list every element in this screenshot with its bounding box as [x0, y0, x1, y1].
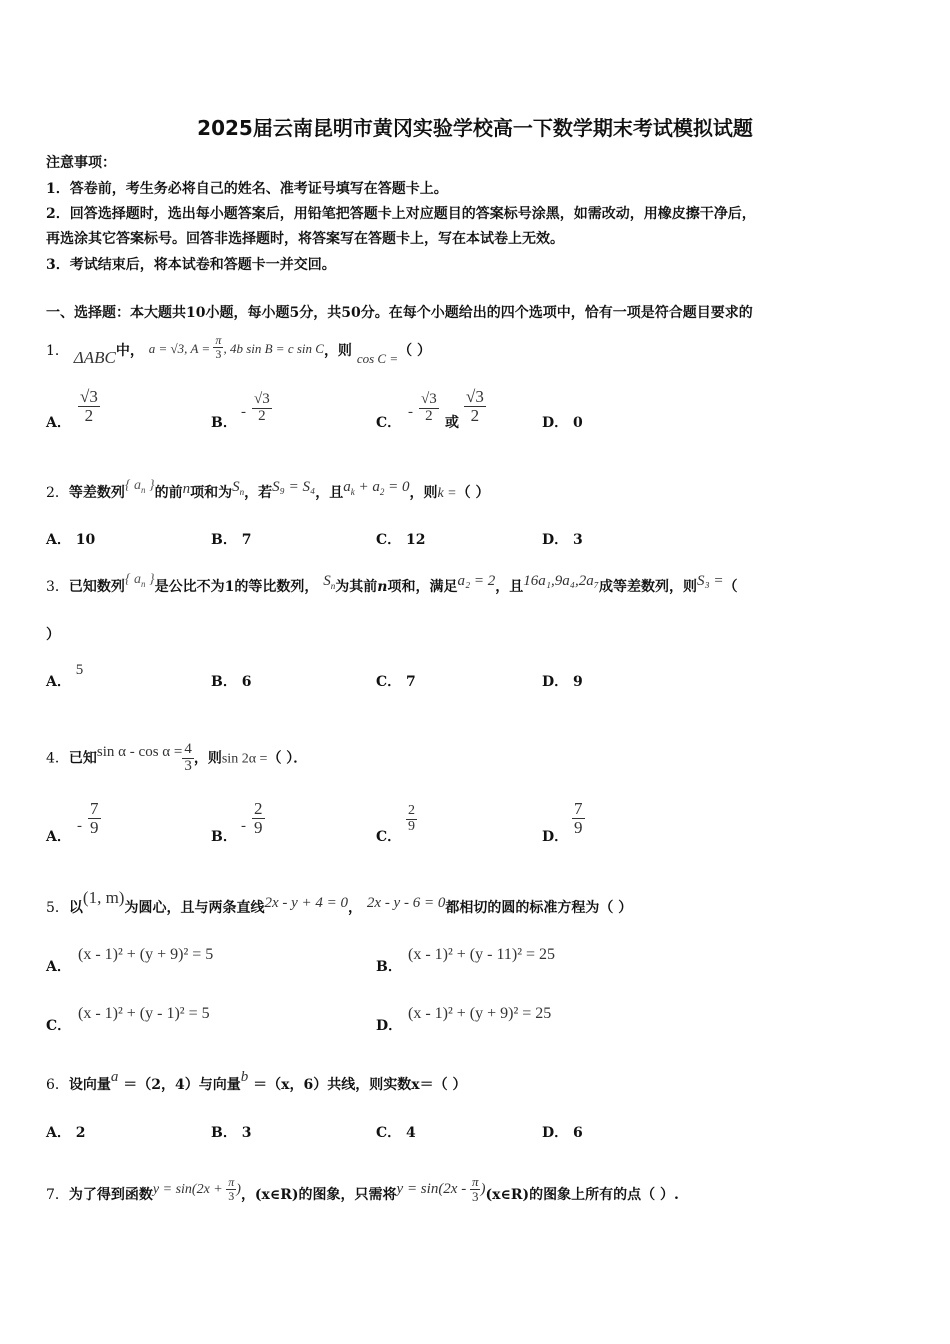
option-b[interactable] [211, 826, 237, 846]
option-label: C． [376, 415, 402, 431]
sequence-close: } [145, 478, 155, 493]
subscript: n [239, 487, 245, 497]
option-value: 12 [406, 532, 426, 548]
option-value: 10 [75, 532, 96, 548]
option-b[interactable] [376, 956, 402, 976]
text: 项和为 [190, 485, 233, 501]
var-s: S [232, 479, 240, 495]
option-c[interactable] [376, 1122, 416, 1142]
option-label: C． [376, 674, 402, 690]
text: 中， [115, 343, 144, 360]
text: ＝（2，4）与向量 [123, 1077, 241, 1093]
option-b-value [252, 392, 272, 425]
equation: = 0 [384, 479, 410, 495]
option-value: 7 [406, 674, 416, 690]
option-c[interactable] [376, 671, 416, 691]
question-5 [46, 888, 633, 917]
var-n: n [182, 481, 191, 497]
denominator: 9 [254, 817, 263, 837]
option-label: D． [542, 829, 569, 845]
minus-sign: - [408, 404, 413, 420]
sequence: { a [124, 572, 142, 587]
option-d[interactable] [376, 1015, 402, 1035]
option-c[interactable] [376, 826, 401, 846]
denominator: 3 [184, 757, 192, 774]
text: (x∈R)的图象上所有的点（ ）. [485, 1187, 679, 1204]
numerator: 2 [254, 799, 263, 818]
text: ，则 [323, 343, 352, 360]
option-label: B． [211, 829, 237, 845]
text: 是公比不为1的等比数列， [154, 579, 319, 595]
answer-paren: （ ） [398, 343, 431, 360]
note-item: 1．答卷前，考生务必将自己的姓名、准考证号填写在答题卡上。 [46, 181, 448, 197]
triangle-label: ΔABC [73, 348, 116, 368]
numerator: π [215, 333, 222, 347]
denominator: 2 [425, 407, 433, 424]
option-label: B． [211, 532, 237, 548]
question-3-cont [46, 624, 60, 644]
question-number: 3． [46, 579, 69, 595]
answer-paren: （ [723, 579, 738, 595]
denominator: 2 [470, 405, 480, 425]
text: ，则 [193, 750, 222, 767]
numerator: √3 [80, 387, 98, 406]
equation: S₃ = [696, 573, 724, 589]
line-equation: 2x - y - 6 = 0 [366, 895, 446, 911]
expression: sin 2α = [221, 751, 268, 767]
numerator: 7 [574, 799, 583, 818]
option-c[interactable] [46, 1015, 71, 1035]
option-d[interactable] [542, 1122, 583, 1142]
denominator: 9 [90, 817, 99, 837]
text: 为其前 [335, 579, 378, 595]
denominator: 3 [215, 346, 222, 361]
equation: a [343, 479, 351, 495]
option-a[interactable] [46, 1122, 86, 1142]
center-point: (1, m) [82, 888, 125, 907]
numerator: √3 [254, 391, 270, 407]
sequence: { a [124, 478, 142, 493]
question-1 [46, 333, 431, 368]
text: 等差数列 [68, 485, 125, 501]
question-7 [46, 1174, 679, 1209]
note-item: 3．考试结束后，将本试卷和答题卡一并交回。 [46, 257, 336, 273]
text: 已知 [68, 750, 97, 767]
line-equation: 2x - y + 4 = 0 [264, 895, 349, 911]
option-value: 4 [406, 1125, 416, 1141]
option-d[interactable] [542, 671, 583, 691]
question-number: 2． [46, 485, 69, 501]
option-d[interactable] [542, 529, 583, 549]
numerator: π [471, 1174, 479, 1189]
text: 以 [68, 900, 83, 916]
subscript: k [350, 487, 355, 497]
text: （ ）． [267, 750, 308, 767]
numerator: π [228, 1175, 235, 1190]
option-b-value [252, 800, 265, 837]
option-c-value-2 [464, 388, 486, 425]
option-value: 6 [241, 674, 252, 690]
numerator: √3 [421, 391, 437, 407]
paren-close: ) [480, 1181, 486, 1198]
text: ，若 [244, 485, 273, 501]
option-label: B． [376, 959, 402, 975]
text: ，且 [495, 579, 524, 595]
subscript: n [141, 578, 146, 589]
var-s: S [323, 573, 331, 589]
text: ， [348, 900, 363, 916]
option-label: C． [376, 1125, 402, 1141]
var-n: n [377, 579, 388, 595]
option-a-value [78, 388, 100, 425]
text: 设向量 [68, 1077, 111, 1093]
vector-a: a [110, 1069, 119, 1085]
condition: , 4b sin B = c sin C [223, 341, 324, 357]
denominator: 2 [84, 405, 94, 425]
denominator: 9 [408, 818, 415, 834]
option-b[interactable] [211, 671, 251, 691]
option-label: A． [46, 532, 71, 548]
option-c-value [406, 804, 417, 834]
function-expression: y = sin(2x + [152, 1182, 227, 1198]
paren-close: ) [236, 1182, 241, 1198]
option-b[interactable] [211, 1122, 251, 1142]
question-number: 5． [46, 900, 69, 916]
option-d-value: (x - 1)² + (y + 9)² = 25 [408, 1005, 552, 1022]
numerator: 7 [90, 799, 99, 818]
question-number: 4． [46, 750, 69, 767]
text: 的前 [154, 485, 183, 501]
question-number: 6． [46, 1077, 69, 1093]
text: ＝（x，6）共线，则实数x＝（ ） [253, 1077, 467, 1093]
option-value: 2 [75, 1125, 86, 1141]
question-4 [46, 742, 307, 775]
function-expression: y = sin(2x - [396, 1181, 470, 1198]
question-number: 1． [46, 343, 69, 360]
option-label: C． [376, 829, 402, 845]
or-text: 或 [445, 415, 459, 431]
option-b-value: (x - 1)² + (y - 11)² = 25 [408, 946, 556, 963]
option-label: B． [211, 1125, 237, 1141]
denominator: 3 [228, 1188, 235, 1203]
page-title: 2025届云南昆明市黄冈实验学校高一下数学期末考试模拟试题 [197, 116, 753, 140]
denominator: 2 [258, 407, 266, 424]
text: 都相切的圆的标准方程为（ ） [445, 900, 633, 916]
var-k: k = [437, 486, 457, 501]
option-label: A． [46, 415, 71, 431]
option-label: A． [46, 829, 71, 845]
subscript: n [330, 581, 336, 591]
option-label: B． [211, 674, 237, 690]
equation: 16a₁,9a₄,2a₇ [523, 573, 599, 589]
question-2 [46, 478, 490, 503]
text: 为圆心，且与两条直线 [124, 900, 265, 916]
option-a[interactable] [46, 662, 84, 691]
cos-expression: cos C = [356, 351, 399, 367]
option-label: C． [46, 1018, 72, 1034]
answer-paren: （ ） [456, 485, 490, 501]
denominator: 3 [471, 1188, 479, 1204]
condition: a = √3, A = [148, 341, 214, 357]
text: ，则 [409, 485, 438, 501]
option-value: 3 [241, 1125, 252, 1141]
option-a[interactable] [46, 529, 95, 549]
option-label: A． [46, 1125, 71, 1141]
fraction [226, 1176, 236, 1202]
option-c[interactable] [376, 529, 426, 549]
text: 为了得到函数 [68, 1187, 153, 1204]
option-label: A． [46, 674, 71, 690]
minus-sign: - [241, 818, 246, 834]
expression: sin α - cos α = [96, 744, 183, 761]
option-value: 0 [573, 415, 583, 431]
option-a[interactable] [46, 412, 71, 432]
option-a[interactable] [46, 956, 71, 976]
option-a-value [88, 800, 101, 837]
equation: + a [354, 479, 380, 495]
option-label: C． [376, 532, 402, 548]
option-label: A． [46, 959, 71, 975]
option-value: 7 [241, 532, 252, 548]
option-a-value: (x - 1)² + (y + 9)² = 5 [78, 946, 214, 963]
option-a[interactable] [46, 826, 71, 846]
option-value: 9 [573, 674, 583, 690]
question-6 [46, 1069, 467, 1094]
text: 成等差数列，则 [598, 579, 697, 595]
option-c-value-1 [419, 392, 439, 425]
note-item: 再选涂其它答案标号。回答非选择题时，将答案写在答题卡上，写在本试卷上无效。 [46, 231, 564, 247]
question-3 [46, 572, 738, 597]
option-value: 3 [573, 532, 583, 548]
denominator: 9 [574, 817, 583, 837]
fraction [182, 742, 194, 775]
notes-heading: 注意事项： [46, 155, 116, 171]
fraction [470, 1175, 481, 1203]
numerator: √3 [466, 387, 484, 406]
answer-paren: ） [46, 627, 60, 643]
section-heading: 一、选择题：本大题共10小题，每小题5分，共50分。在每个小题给出的四个选项中，恰有一项是符合题目要求的 [46, 305, 753, 321]
option-d-value [572, 800, 585, 837]
option-label: D． [542, 1125, 569, 1141]
numerator: 2 [408, 803, 415, 818]
minus-sign: - [241, 404, 246, 420]
fraction [213, 334, 223, 360]
option-d[interactable] [542, 412, 583, 432]
text: ，(x∈R)的图象，只需将 [240, 1187, 397, 1204]
option-value: 5 [75, 662, 84, 678]
option-d[interactable] [542, 826, 568, 846]
option-label: D． [542, 415, 569, 431]
vector-b: b [240, 1069, 249, 1085]
numerator: 4 [184, 741, 192, 757]
minus-sign: - [77, 818, 82, 834]
option-value: 6 [573, 1125, 583, 1141]
option-c[interactable] [376, 412, 401, 432]
option-label: D． [542, 674, 569, 690]
text: 项和，满足 [387, 579, 458, 595]
equation: S₉ = S₄ [272, 479, 316, 495]
subscript: 2 [379, 487, 385, 497]
option-b[interactable] [211, 412, 237, 432]
option-c-value: (x - 1)² + (y - 1)² = 5 [78, 1005, 210, 1022]
option-b[interactable] [211, 529, 251, 549]
option-label: D． [376, 1018, 403, 1034]
option-label: D． [542, 532, 569, 548]
option-label: B． [211, 415, 237, 431]
equation: a₂ = 2 [457, 573, 496, 589]
sequence-close: } [145, 572, 155, 587]
question-number: 7． [46, 1187, 69, 1204]
text: ，且 [315, 485, 344, 501]
subscript: n [141, 484, 146, 495]
text: 已知数列 [68, 579, 125, 595]
note-item: 2．回答选择题时，选出每小题答案后，用铅笔把答题卡上对应题目的答案标号涂黑，如需改动，用橡皮擦干净后， [46, 206, 756, 222]
